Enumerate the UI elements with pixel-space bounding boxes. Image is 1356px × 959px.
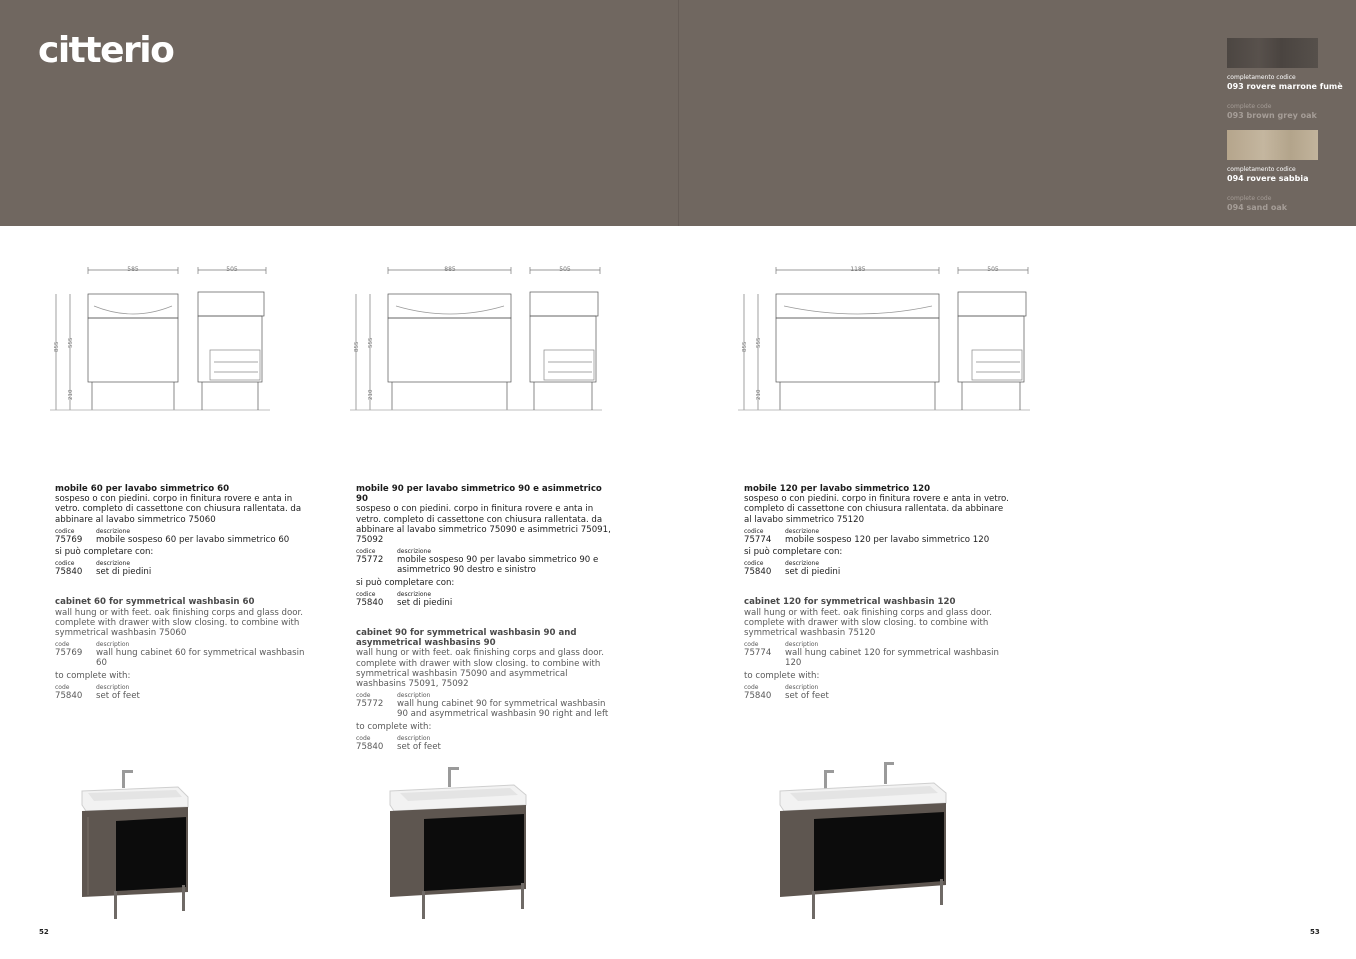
product-desc-it: sospeso o con piedini. corpo in finitura rovere e anta in vetro. completo di cassettone con chiusura rallentata. da abbinare al lavabo simmetrico 75120 <box>744 494 1009 525</box>
finish-swatch-brown-grey-oak <box>1227 38 1318 68</box>
product-title-en: cabinet 60 for symmetrical washbasin 60 <box>55 597 255 608</box>
page-number-right: 53 <box>1310 928 1320 936</box>
code-header: codice <box>356 548 376 556</box>
finish-label-en: complete code 094 sand oak <box>1227 195 1288 212</box>
desc-header: description <box>785 683 819 691</box>
dim-depth: 505 <box>559 266 571 273</box>
code-header: code <box>356 734 371 742</box>
dim-height-cabinet: 555 <box>756 337 762 348</box>
accessory-code: 75840 <box>356 741 384 752</box>
product-title-it: mobile 120 per lavabo simmetrico 120 <box>744 484 931 494</box>
product-item: mobile sospeso 120 per lavabo simmetrico 120 <box>785 534 990 545</box>
product-desc-it: sospeso o con piedini. corpo in finitura rovere e anta in vetro. completo di cassettone con chiusura rallentata. da abbinare al lavabo simmetrico 75060 <box>55 494 302 525</box>
product-title-en: cabinet 90 for symmetrical washbasin 90 and asymmetrical washbasins 90 <box>356 628 577 649</box>
product-item: mobile sospeso 60 per lavabo simmetrico 60 <box>96 534 290 545</box>
product-item: wall hung cabinet 90 for symmetrical washbasin 90 and asymmetrical washbasin 90 right and left <box>397 699 609 720</box>
dim-height-feet: 210 <box>68 389 74 400</box>
dim-depth: 505 <box>226 266 238 273</box>
dim-height-cabinet: 555 <box>68 337 74 348</box>
accessory-item: set di piedini <box>785 567 841 578</box>
product-code: 75772 <box>356 699 384 710</box>
product-code: 75772 <box>356 555 384 566</box>
product-desc-en: wall hung or with feet. oak finishing corps and glass door. complete with drawer with slow closing. to combine with symmetrical washbasin 75120 <box>744 607 992 639</box>
product-code: 75774 <box>744 534 772 545</box>
desc-header: description <box>397 692 431 700</box>
accessory-item: set di piedini <box>96 567 152 578</box>
product-item: wall hung cabinet 120 for symmetrical washbasin 120 <box>785 648 999 669</box>
dim-height-feet: 210 <box>756 389 762 400</box>
product-photo-120 <box>776 757 951 926</box>
code-header: code <box>744 641 759 649</box>
desc-header: descrizione <box>785 560 820 568</box>
desc-header: descrizione <box>96 560 131 568</box>
desc-header: descrizione <box>785 527 820 535</box>
complete-label: si può completare con: <box>55 547 154 558</box>
accessory-code: 75840 <box>55 690 83 701</box>
dim-width: 885 <box>444 266 456 273</box>
accessory-item: set di piedini <box>397 597 453 608</box>
desc-header: description <box>96 641 130 649</box>
product-column-60 <box>55 484 315 701</box>
code-header: code <box>55 641 70 649</box>
product-title-en: cabinet 120 for symmetrical washbasin 120 <box>744 597 956 608</box>
accessory-code: 75840 <box>744 690 772 701</box>
spread-fold <box>678 0 679 226</box>
product-desc-it: sospeso o con piedini. corpo in finitura rovere e anta in vetro. completo di cassettone con chiusura rallentata. da abbinare al lavabo simmetrico 75090 e asimmetrici 75091, 75092 <box>356 504 611 546</box>
code-header: code <box>55 683 70 691</box>
technical-drawing-90 <box>350 262 610 417</box>
product-desc-en: wall hung or with feet. oak finishing corps and glass door. complete with drawer with slow closing. to combine with symmetrical washbasin 75060 <box>55 607 303 639</box>
desc-header: descrizione <box>397 590 432 598</box>
product-code: 75769 <box>55 648 83 659</box>
product-code: 75769 <box>55 534 83 545</box>
technical-drawing-60 <box>50 262 280 417</box>
technical-drawing-120 <box>738 262 1038 417</box>
code-header: codice <box>55 527 75 535</box>
product-column-120 <box>744 484 1009 701</box>
dim-width: 1185 <box>850 266 866 273</box>
accessory-code: 75840 <box>744 567 772 578</box>
desc-header: descrizione <box>96 527 131 535</box>
finish-label-it: completamento codice 093 rovere marrone fumè <box>1227 74 1343 91</box>
dim-height-feet: 210 <box>368 389 374 400</box>
code-header: code <box>744 683 759 691</box>
product-photo-90 <box>386 757 531 926</box>
product-column-90 <box>356 484 611 752</box>
brand-logo: citterio <box>38 30 174 71</box>
complete-label: si può completare con: <box>744 547 843 558</box>
accessory-code: 75840 <box>356 597 384 608</box>
finish-label-it: completamento codice 094 rovere sabbia <box>1227 166 1309 183</box>
accessory-item: set of feet <box>96 690 140 701</box>
page-number-left: 52 <box>39 928 49 936</box>
product-desc-en: wall hung or with feet. oak finishing corps and glass door. complete with drawer with slow closing. to combine with symmetrical washbasin 75090 and asymmetrical washbasins 75091, 75092 <box>356 648 604 690</box>
complete-label: to complete with: <box>356 721 432 732</box>
product-code: 75774 <box>744 648 772 659</box>
finish-label-en: complete code 093 brown grey oak <box>1227 103 1317 120</box>
dim-height-total: 855 <box>354 341 360 352</box>
dim-height-cabinet: 555 <box>368 337 374 348</box>
complete-label: to complete with: <box>744 670 820 681</box>
desc-header: description <box>785 641 819 649</box>
code-header: codice <box>744 560 764 568</box>
accessory-item: set of feet <box>397 741 441 752</box>
desc-header: description <box>397 734 431 742</box>
accessory-item: set of feet <box>785 690 829 701</box>
code-header: codice <box>744 527 764 535</box>
product-title-it: mobile 90 per lavabo simmetrico 90 e asimmetrico 90 <box>356 484 602 505</box>
desc-header: description <box>96 683 130 691</box>
product-title-it: mobile 60 per lavabo simmetrico 60 <box>55 484 230 494</box>
code-header: code <box>356 692 371 700</box>
dim-height-total: 855 <box>742 341 748 352</box>
product-photo-60 <box>78 757 193 926</box>
dim-depth: 505 <box>987 266 999 273</box>
code-header: codice <box>55 560 75 568</box>
product-item: mobile sospeso 90 per lavabo simmetrico 90 e asimmetrico 90 destro e sinistro <box>397 555 599 576</box>
complete-label: to complete with: <box>55 670 131 681</box>
product-item: wall hung cabinet 60 for symmetrical washbasin 60 <box>96 648 305 669</box>
complete-label: si può completare con: <box>356 577 455 588</box>
finish-swatch-sand-oak <box>1227 130 1318 160</box>
code-header: codice <box>356 590 376 598</box>
accessory-code: 75840 <box>55 567 83 578</box>
dim-width: 585 <box>127 266 139 273</box>
desc-header: descrizione <box>397 548 432 556</box>
dim-height-total: 855 <box>54 341 60 352</box>
